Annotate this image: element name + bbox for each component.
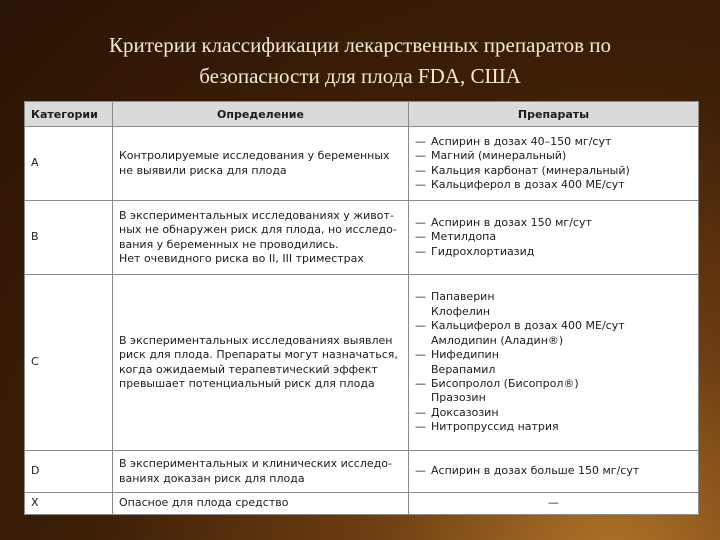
drugs-cell (409, 201, 699, 275)
drug-name: Нитропруссид натрия (431, 420, 559, 434)
category-cell: D (25, 451, 113, 493)
drugs-cell: — (409, 493, 699, 515)
header-drugs: Препараты (409, 102, 699, 127)
definition-line: вания у беременных не проводились. (119, 237, 339, 251)
category-cell: X (25, 493, 113, 515)
drug-name: Доксазозин (431, 405, 499, 419)
definition-line: В экспериментальных исследованиях у живот- (119, 208, 394, 222)
drug-item (415, 178, 692, 192)
definition-line: Опасное для плода средство (119, 496, 289, 510)
definition-line: ных не обнаружен риск для плода, но исследо- (119, 223, 397, 237)
drug-name: Гидрохлортиазид (431, 244, 535, 258)
dash-marker: — (415, 215, 426, 229)
table-row-c (25, 275, 699, 451)
definition-line: риск для плода. Препараты могут назначаться, (119, 348, 398, 362)
drug-item (415, 149, 692, 163)
header-definition: Определение (113, 102, 409, 127)
definition-cell (113, 127, 409, 201)
drug-item (415, 290, 692, 304)
definition-cell (113, 201, 409, 275)
drug-name: Аспирин в дозах 40–150 мг/сут (431, 134, 612, 148)
definition-line: когда ожидаемый терапевтический эффект (119, 362, 378, 376)
drug-name: Магний (минеральный) (431, 149, 567, 163)
dash-marker: — (415, 290, 426, 304)
drug-item (415, 245, 692, 259)
drug-name: Кальциферол в дозах 400 МЕ/сут (431, 177, 625, 191)
slide-title (0, 30, 720, 92)
dash-marker: — (415, 464, 426, 478)
dash-marker: — (415, 230, 426, 244)
drug-item (415, 406, 692, 420)
dash-marker: — (415, 348, 426, 362)
drug-name: Папаверин (431, 290, 495, 304)
drugs-cell (409, 451, 699, 493)
definition-line: превышает потенциальный риск для плода (119, 376, 375, 390)
drugs-cell (409, 127, 699, 201)
drug-item (415, 230, 692, 244)
drug-name: Кальциферол в дозах 400 МЕ/сут (431, 319, 625, 333)
definition-line: не выявили риска для плода (119, 163, 287, 177)
dash-marker: — (415, 319, 426, 333)
drug-name: Празозин (431, 391, 486, 405)
drug-item (415, 305, 692, 319)
drug-item (415, 348, 692, 362)
category-cell: A (25, 127, 113, 201)
dash-marker: — (415, 163, 426, 177)
definition-line: Контролируемые исследования у беременных (119, 149, 390, 163)
drug-item (415, 135, 692, 149)
drug-item (415, 216, 692, 230)
fda-category-table (24, 101, 699, 515)
dash-marker: — (415, 149, 426, 163)
definition-line: Нет очевидного риска во II, III триместрах (119, 251, 364, 265)
drug-item (415, 319, 692, 333)
dash-marker: — (415, 134, 426, 148)
drug-item (415, 334, 692, 348)
category-cell: B (25, 201, 113, 275)
dash-marker: — (415, 405, 426, 419)
drug-name: Амлодипин (Аладин®) (431, 333, 564, 347)
drug-item (415, 464, 692, 478)
drug-item (415, 391, 692, 405)
drug-name: Аспирин в дозах 150 мг/сут (431, 215, 592, 229)
drug-item (415, 420, 692, 434)
drug-item (415, 164, 692, 178)
definition-cell (113, 275, 409, 451)
definition-cell (113, 451, 409, 493)
definition-line: ваниях доказан риск для плода (119, 471, 305, 485)
dash-marker: — (415, 376, 426, 390)
drug-name: Верапамил (431, 362, 496, 376)
drug-name: Метилдопа (431, 230, 497, 244)
dash-marker: — (415, 420, 426, 434)
drug-name: Кальция карбонат (минеральный) (431, 163, 630, 177)
category-cell: C (25, 275, 113, 451)
definition-line: В экспериментальных исследованиях выявлен (119, 333, 393, 347)
drug-item (415, 377, 692, 391)
slide-title-line-2: безопасности для плода FDA, США (199, 64, 521, 88)
drug-name: Клофелин (431, 304, 491, 318)
drug-name: Нифедипин (431, 348, 499, 362)
header-category: Категории (25, 102, 113, 127)
drug-item (415, 363, 692, 377)
table-row-b (25, 201, 699, 275)
table-row-a (25, 127, 699, 201)
dash-marker: — (415, 244, 426, 258)
table-row-x (25, 493, 699, 515)
drug-name: Бисопролол (Бисопрол®) (431, 376, 579, 390)
drug-name: Аспирин в дозах больше 150 мг/сут (431, 464, 640, 478)
table-header-row (25, 102, 699, 127)
slide-title-line-1: Критерии классификации лекарственных препаратов по (108, 33, 612, 57)
definition-cell (113, 493, 409, 515)
definition-line: В экспериментальных и клинических исследо- (119, 457, 392, 471)
table-row-d (25, 451, 699, 493)
drugs-cell (409, 275, 699, 451)
dash-marker: — (415, 177, 426, 191)
